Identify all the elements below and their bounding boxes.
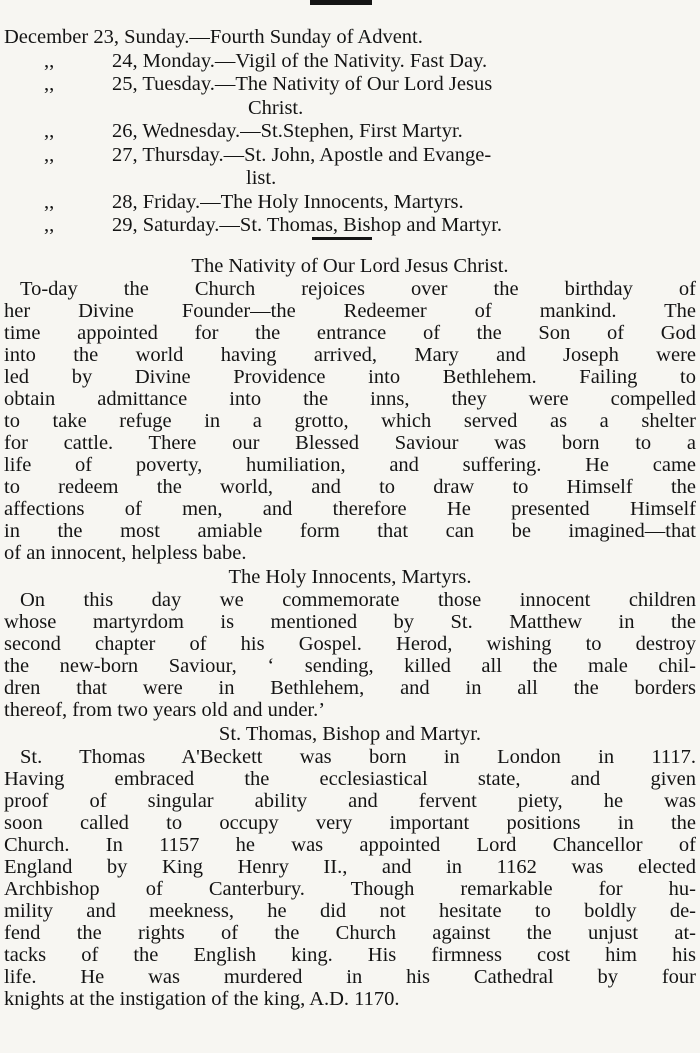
ditto-mark: ,,: [44, 214, 55, 236]
ditto-mark: ,,: [44, 143, 55, 166]
article-line: her Divine Founder—the Redeemer of mankind. The: [4, 300, 696, 322]
article-line: soon called to occupy very important positions in the: [4, 812, 696, 834]
article-line: To-day the Church rejoices over the birthday of: [20, 278, 696, 300]
calendar-row: [0, 191, 700, 215]
article-line: whose martyrdom is mentioned by St. Matthew in the: [4, 611, 696, 633]
ditto-mark: ,,: [44, 190, 55, 213]
article-body: [0, 255, 700, 1010]
ditto-mark: ,,: [44, 120, 55, 142]
article-line: fend the rights of the Church against the unjust at-: [4, 922, 696, 944]
article-line: time appointed for the entrance of the Son of God: [4, 322, 696, 344]
calendar-entry: 27, Thursday.—St. John, Apostle and Evange-: [112, 143, 492, 166]
article-line: mility and meekness, he did not hesitate to boldly de-: [4, 900, 696, 922]
article-line: life. He was murdered in his Cathedral by four: [4, 966, 696, 988]
article-line: of an innocent, helpless babe.: [4, 542, 247, 564]
article-line: the new-born Saviour, ‘ sending, killed all the male chil-: [4, 655, 696, 677]
section-rule: [312, 237, 372, 240]
article-line: England by King Henry II., and in 1162 was elected: [4, 856, 696, 878]
calendar-entry: 25, Tuesday.—The Nativity of Our Lord Jesus: [112, 73, 493, 95]
article-line: into the world having arrived, Mary and Joseph were: [4, 344, 696, 366]
article-line: in the most amiable form that can be imagined—that: [4, 520, 696, 542]
calendar-row: [0, 144, 700, 191]
calendar-entry: December 23, Sunday.—Fourth Sunday of Advent.: [4, 26, 423, 48]
article-line: obtain admittance into the inns, they were compelled: [4, 388, 696, 410]
article-line: dren that were in Bethlehem, and in all the borders: [4, 677, 696, 699]
calendar-entry: 29, Saturday.—St. Thomas, Bishop and Martyr.: [112, 214, 503, 236]
top-rule: [310, 0, 372, 5]
article-line: On this day we commemorate those innocent children: [20, 589, 696, 611]
section-heading: The Holy Innocents, Martyrs.: [228, 566, 472, 588]
article-line: tacks of the English king. His firmness cost him his: [4, 944, 696, 966]
article-line: to redeem the world, and to draw to Himself the: [4, 476, 696, 498]
article-line: Having embraced the ecclesiastical state, and given: [4, 768, 696, 790]
ditto-mark: ,,: [44, 49, 55, 72]
article-line: for cattle. There our Blessed Saviour was born to a: [4, 432, 696, 454]
section-heading: The Nativity of Our Lord Jesus Christ.: [191, 255, 509, 277]
article-line: affections of men, and therefore He presented Himself: [4, 498, 696, 520]
article-line: knights at the instigation of the king, A.D. 1170.: [4, 988, 400, 1010]
article-line: Archbishop of Canterbury. Though remarkable for hu-: [4, 878, 696, 900]
article-line: life of poverty, humiliation, and suffering. He came: [4, 454, 696, 476]
ditto-mark: ,,: [44, 73, 55, 95]
article-line: thereof, from two years old and under.’: [4, 699, 326, 721]
article-line: Church. In 1157 he was appointed Lord Chancellor of: [4, 834, 696, 856]
article-line: led by Divine Providence into Bethlehem. Failing to: [4, 366, 696, 388]
calendar-entry: 26, Wednesday.—St.Stephen, First Martyr.: [112, 120, 463, 142]
article-line: to take refuge in a grotto, which served as a shelter: [4, 410, 696, 432]
article-line: second chapter of his Gospel. Herod, wishing to destroy: [4, 633, 696, 655]
calendar-row: [0, 50, 700, 74]
church-calendar: [0, 26, 700, 238]
calendar-entry-continuation: list.: [246, 167, 277, 189]
calendar-row: [0, 26, 700, 50]
calendar-entry: 24, Monday.—Vigil of the Nativity. Fast Day.: [112, 49, 488, 72]
calendar-row: [0, 73, 700, 120]
article-line: St. Thomas A'Beckett was born in London in 1117.: [20, 746, 696, 768]
calendar-row: [0, 120, 700, 144]
calendar-row: [0, 214, 700, 238]
calendar-entry-continuation: Christ.: [248, 96, 304, 119]
section-heading: St. Thomas, Bishop and Martyr.: [218, 723, 482, 745]
article-line: proof of singular ability and fervent piety, he was: [4, 790, 696, 812]
calendar-entry: 28, Friday.—The Holy Innocents, Martyrs.: [112, 190, 464, 213]
